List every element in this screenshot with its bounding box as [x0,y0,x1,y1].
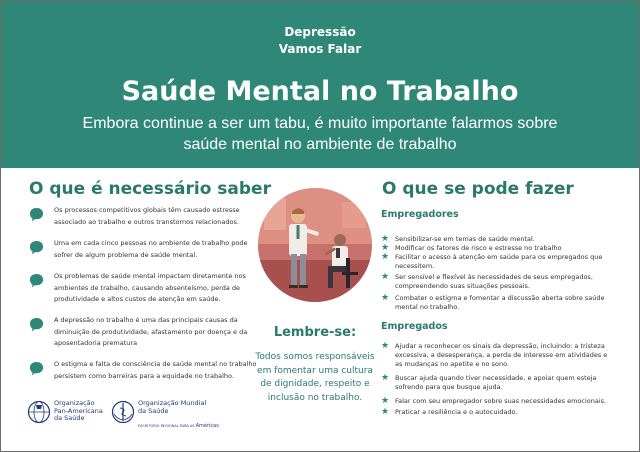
illustration-two-coworkers [258,188,372,302]
fact-text: O estigma e falta de consciência de saúde mental no trabalho persistem como barreiras para a equidade no trabalho. [54,360,257,380]
who-region: Américas [195,423,219,429]
star-icon: ★ [381,243,390,253]
subtitle-line-1: Embora continue a ser um tabu, é muito importante falarmos sobre [82,115,558,132]
star-icon: ★ [381,234,390,244]
speech-bubble-icon [29,273,44,288]
list-item-text: Ajudar a reconhecer os sinais da depressão, incluindo: a tristeza excessiva, a desesperança, a perda de interesse em atividades e as mudanças no apetite e no sono. [395,342,608,368]
who-regional-office [138,423,219,429]
star-icon: ★ [381,407,390,417]
employees-heading: Empregados [381,321,448,332]
section-title-what-can-be-done: O que se pode fazer [382,179,574,199]
star-icon: ★ [381,293,390,303]
subtitle-line-2: saúde mental no ambiente de trabalho [183,136,457,153]
paho-name: Organização Pan-Americana da Saúde [54,399,103,422]
page-title: Saúde Mental no Trabalho [121,76,519,107]
speech-bubble-icon [29,317,44,332]
paho-emblem-icon [27,400,51,424]
who-emblem-icon [111,400,135,424]
star-icon: ★ [381,341,390,351]
list-item-text: Combater o estigma e fomentar a discussão aberta sobre saúde mental no trabalho. [395,294,605,311]
paho-logo [27,400,107,428]
header-band [1,1,639,168]
section-title-what-to-know: O que é necessário saber [29,179,271,199]
fact-text: A depressão no trabalho é uma das principais causas da diminuição de produtividade, afastamento por doença e da aposentadoria prematura [54,316,248,347]
list-item-text: Modificar os fatores de risco e estresse no trabalho [395,244,562,252]
star-icon: ★ [381,373,390,383]
fact-text: Os problemas de saúde mental impactam diretamente nos ambientes de trabalho, causando absenteísmo, perda de produtividade e altos custos de atenção em saúde. [54,272,246,303]
who-logo [111,399,219,429]
star-icon: ★ [381,252,390,262]
campaign-line-2: Vamos Falar [278,42,362,56]
speech-bubble-icon [29,207,44,222]
list-item-text: Facilitar o acesso à atenção em saúde para os empregados que necessitem. [395,253,603,270]
who-name: Organização Mundial da Saúde [138,399,207,415]
fact-text: Os processos competitivos globais têm causado estresse associado ao trabalho e outros transtornos relacionados. [54,206,240,226]
remember-text: Todos somos responsáveis em fomentar uma cultura de dignidade, respeito e inclusão no trabalho. [255,352,375,403]
remember-title: Lembre-se: [273,325,357,340]
list-item-text: Sensibilizar-se em temas de saúde mental. [395,235,535,243]
list-item-text: Praticar a resiliência e o autocuidado. [395,408,518,416]
star-icon: ★ [381,272,390,282]
list-item-text: Falar com seu empregador sobre suas necessidades emocionais. [395,397,607,405]
list-item-text: Ser sensível e flexível às necessidades de seus empregados, compreendendo suas situações pessoais. [395,273,593,290]
list-item-text: Buscar ajuda quando tiver necessidade, e apoiar quem esteja sofrendo para que busque ajuda. [395,374,597,391]
employers-heading: Empregadores [381,209,459,220]
speech-bubble-icon [29,240,44,255]
fact-text: Uma em cada cinco pessoas no ambiente de trabalho pode sofrer de algum problema de saúde mental. [54,239,248,259]
speech-bubble-icon [29,361,44,376]
star-icon: ★ [381,396,390,406]
who-regional-label: ESCRITÓRIO REGIONAL PARA AS [138,424,195,428]
campaign-line-1: Depressão [284,25,356,39]
